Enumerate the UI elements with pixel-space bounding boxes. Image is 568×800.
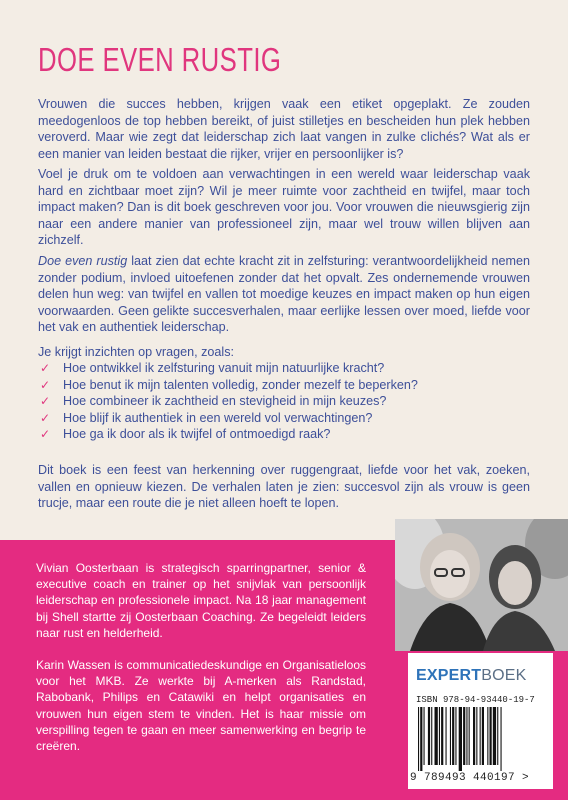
question-text: Hoe blijf ik authentiek in een wereld vol verwachtingen? xyxy=(63,410,373,425)
author-bio-vivian: Vivian Oosterbaan is strategisch sparringpartner, senior & executive coach en trainer op het snijvlak van persoonlijk leiderschap en professionele impact. Na 18 jaar management bij Shell startte zij Oosterbaan Coaching. Ze begeleidt leiders naar rust en helderheid. xyxy=(36,561,366,640)
publisher-logo-part1: EXPERT xyxy=(416,667,482,684)
barcode-icon xyxy=(416,707,546,771)
checkmark-icon: ✓ xyxy=(40,361,51,375)
book-title: DOE EVEN RUSTIG xyxy=(38,41,282,78)
publisher-badge xyxy=(408,653,553,789)
summary-paragraph xyxy=(38,253,530,336)
question-item xyxy=(38,377,530,394)
book-title-inline: Doe even rustig xyxy=(38,254,128,268)
questions-list xyxy=(38,360,530,443)
question-item xyxy=(38,360,530,377)
question-text: Hoe ontwikkel ik zelfsturing vanuit mijn natuurlijke kracht? xyxy=(63,361,385,375)
author-bio-karin: Karin Wassen is communicatiedeskundige en Organisatieloos voor het MKB. Ze werkte bij A-merken als Randstad, Rabobank, Philips en Catawiki en helpt organisaties en vrouwen hun eigen stem te vinden. Het is haar missie om verspilling tegen te gaan en meer samenwerking en begrip te creëren. xyxy=(36,658,366,754)
publisher-logo xyxy=(416,667,526,685)
checkmark-icon: ✓ xyxy=(40,427,51,442)
question-item xyxy=(38,426,530,443)
question-item xyxy=(38,393,530,410)
intro-paragraph: Vrouwen die succes hebben, krijgen vaak een etiket opgeplakt. Ze zouden meedogenloos de top hebben bereikt, of juist stilletjes en bescheiden hun plek hebben veroverd. Maar wie zegt dat leiderschap zich laat vangen in zulke clichés? Wat als er een manier van leiden bestaat die rijker, vrijer en persoonlijker is? xyxy=(38,97,530,161)
question-text: Hoe ga ik door als ik twijfel of ontmoedigd raak? xyxy=(63,427,331,442)
questions-intro: Je krijgt inzichten op vragen, zoals: xyxy=(38,345,235,359)
isbn-label: ISBN 978-94-93440-19-7 xyxy=(416,695,535,705)
checkmark-icon: ✓ xyxy=(40,394,51,409)
barcode-number: 9 789493 440197 > xyxy=(410,772,530,784)
checkmark-icon: ✓ xyxy=(40,410,51,425)
author-photo xyxy=(395,519,568,651)
question-item xyxy=(38,410,530,427)
audience-paragraph: Voel je druk om te voldoen aan verwachtingen in een wereld waar leiderschap vaak hard en zichtbaar moet zijn? Wil je meer ruimte voor zachtheid en twijfel, maar toch impact maken? Dan is dit boek geschreven voor jou. Voor vrouwen die nieuwsgierig zijn naar een andere manier van professioneel zijn, maar wel trouw willen blijven aan zichzelf. xyxy=(38,167,530,248)
author-photo-illustration xyxy=(395,519,568,651)
publisher-logo-part2: BOEK xyxy=(481,667,527,684)
summary-text: laat zien dat echte kracht zit in zelfsturing: verantwoordelijkheid nemen zonder podium, invloed uitoefenen zonder dat het opvalt. Zes ondernemende vrouwen delen hun weg: van twijfel en vallen tot moedige keuzes en impact maken op hun eigen voorwaarden. Geen gelikte succesverhalen, maar eerlijke lessen over moed, liefde voor het vak en authentiek leiderschap. xyxy=(38,254,530,335)
question-text: Hoe benut ik mijn talenten volledig, zonder mezelf te beperken? xyxy=(63,377,418,392)
question-text: Hoe combineer ik zachtheid en stevigheid in mijn keuzes? xyxy=(63,394,387,409)
checkmark-icon: ✓ xyxy=(40,377,51,392)
closing-paragraph: Dit boek is een feest van herkenning over ruggengraat, liefde voor het vak, zoeken, vallen en opnieuw kiezen. De verhalen laten je zien: succesvol zijn als vrouw is geen trucje, maar een route die je niet alleen hoeft te lopen. xyxy=(38,463,530,511)
